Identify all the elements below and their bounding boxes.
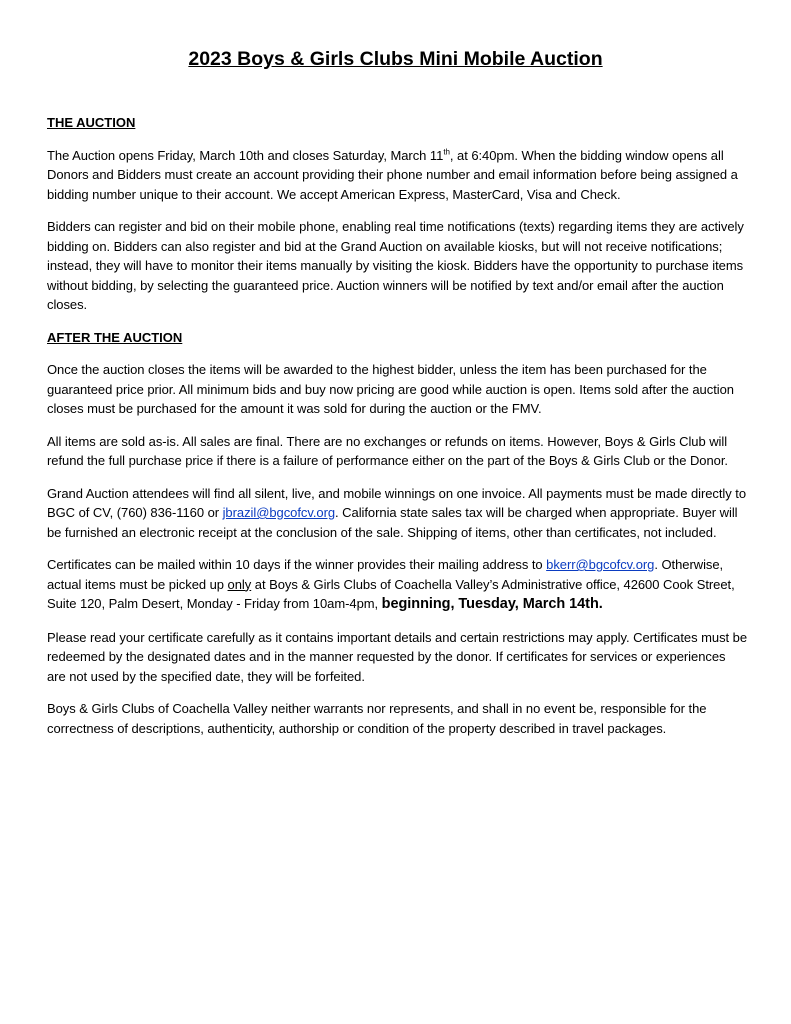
- paragraph-auction-schedule: [47, 146, 747, 205]
- pickup-start-date: beginning, Tuesday, March 14th.: [381, 596, 603, 612]
- document-body: [47, 113, 747, 751]
- auction-schedule-text-b: , at 6:40pm. When the bidding window opens all Donors and Bidders must create an account providing their phone number and email information before being assigned a bidding number unique to their account. We accept American Express, MasterCard, Visa and Check.: [47, 147, 738, 202]
- payments-text-b: . California state sales tax will be charged when appropriate. Buyer will be furnished an electronic receipt at the conclusion of the sale. Shipping of items, other than certificates, not included.: [47, 505, 738, 540]
- paragraph-award-rules: Once the auction closes the items will be awarded to the highest bidder, unless the item has been purchased for the guaranteed price prior. All minimum bids and buy now pricing are good while auction is open. Items sold after the auction closes must be purchased for the amount it was sold for during the auction or the FMV.: [47, 362, 734, 416]
- email-link-jbrazil[interactable]: jbrazil@bgcofcv.org: [222, 505, 336, 520]
- paragraph-certificates-pickup: [47, 555, 747, 615]
- ordinal-suffix: th: [443, 147, 450, 157]
- auction-schedule-text-a: The Auction opens Friday, March 10th and closes Saturday, March 11: [47, 147, 444, 163]
- payments-text-a: Grand Auction attendees will find all silent, live, and mobile winnings on one invoice. All payments must be made directly to BGC of CV, (760) 836-1160 or: [47, 485, 747, 520]
- pickup-text-a: Certificates can be mailed within 10 days if the winner provides their mailing address to: [47, 557, 547, 572]
- pickup-only-emphasis: only: [227, 576, 252, 592]
- paragraph-bidding-info: Bidders can register and bid on their mobile phone, enabling real time notifications (texts) regarding items they are actively bidding on. Bidders can also register and bid at the Grand Auction on available kiosks, but will not receive notifications; instead, they will have to monitor their items manually by visiting the kiosk. Bidders have the opportunity to purchase items without bidding, by selecting the guaranteed price. Auction winners will be notified by text and/or email after the auction closes.: [47, 219, 744, 312]
- pickup-text-c: at Boys & Girls Clubs of Coachella Valley’s Administrative office, 42600 Cook Street, Suite 120, Palm Desert, Monday - Friday from 10am-4pm,: [47, 576, 735, 611]
- section-heading-after-auction: AFTER THE AUCTION: [47, 329, 183, 345]
- paragraph-sales-final: All items are sold as-is. All sales are final. There are no exchanges or refunds on items. However, Boys & Girls Club will refund the full purchase price if there is a failure of performance either on the part of the Boys & Girls Club or the Donor.: [47, 433, 728, 468]
- paragraph-certificate-restrictions: Please read your certificate carefully as it contains important details and certain restrictions may apply. Certificates must be redeemed by the designated dates and in the manner requested by the donor. If certificates for services or experiences are not used by the specified date, they will be forfeited.: [47, 629, 748, 684]
- pickup-text-b: . Otherwise, actual items must be picked up: [47, 557, 724, 592]
- document-title: 2023 Boys & Girls Clubs Mini Mobile Auction: [188, 48, 603, 70]
- email-link-bkerr[interactable]: bkerr@bgcofcv.org: [546, 557, 655, 572]
- paragraph-payments: [47, 484, 747, 543]
- section-heading-auction: THE AUCTION: [47, 115, 136, 130]
- paragraph-disclaimer: Boys & Girls Clubs of Coachella Valley neither warrants nor represents, and shall in no event be, responsible for the correctness of descriptions, authenticity, authorship or condition of the property described in travel packages.: [47, 701, 707, 736]
